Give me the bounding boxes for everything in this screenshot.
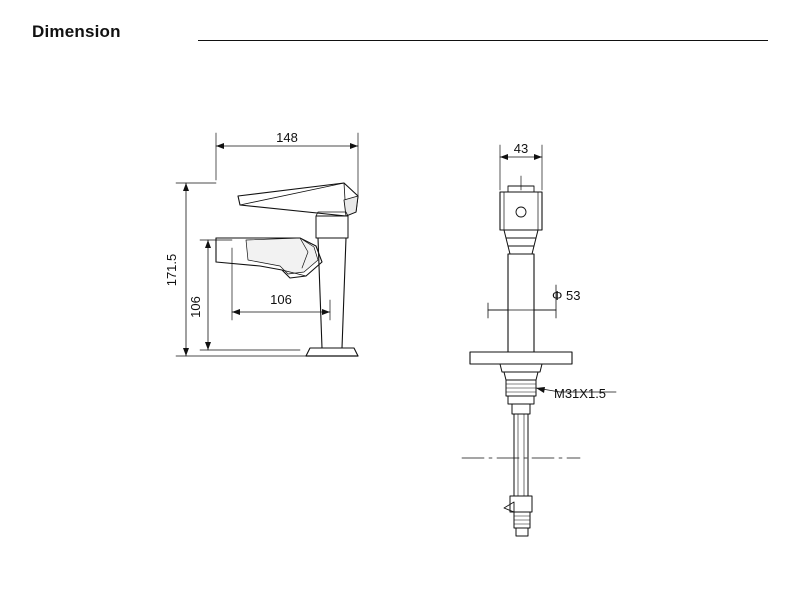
- page-title: Dimension: [32, 22, 121, 41]
- dim-label-m31x1-5: M31X1.5: [554, 386, 607, 401]
- dim-label-171-5: 171.5: [164, 253, 179, 287]
- dim-label-106-vertical: 106: [188, 296, 203, 318]
- dim-label-106-horizontal: 106: [270, 292, 292, 307]
- dim-label-phi-53: Φ 53: [552, 288, 581, 303]
- dim-label-43: 43: [513, 141, 529, 156]
- dim-label-148: 148: [276, 130, 298, 145]
